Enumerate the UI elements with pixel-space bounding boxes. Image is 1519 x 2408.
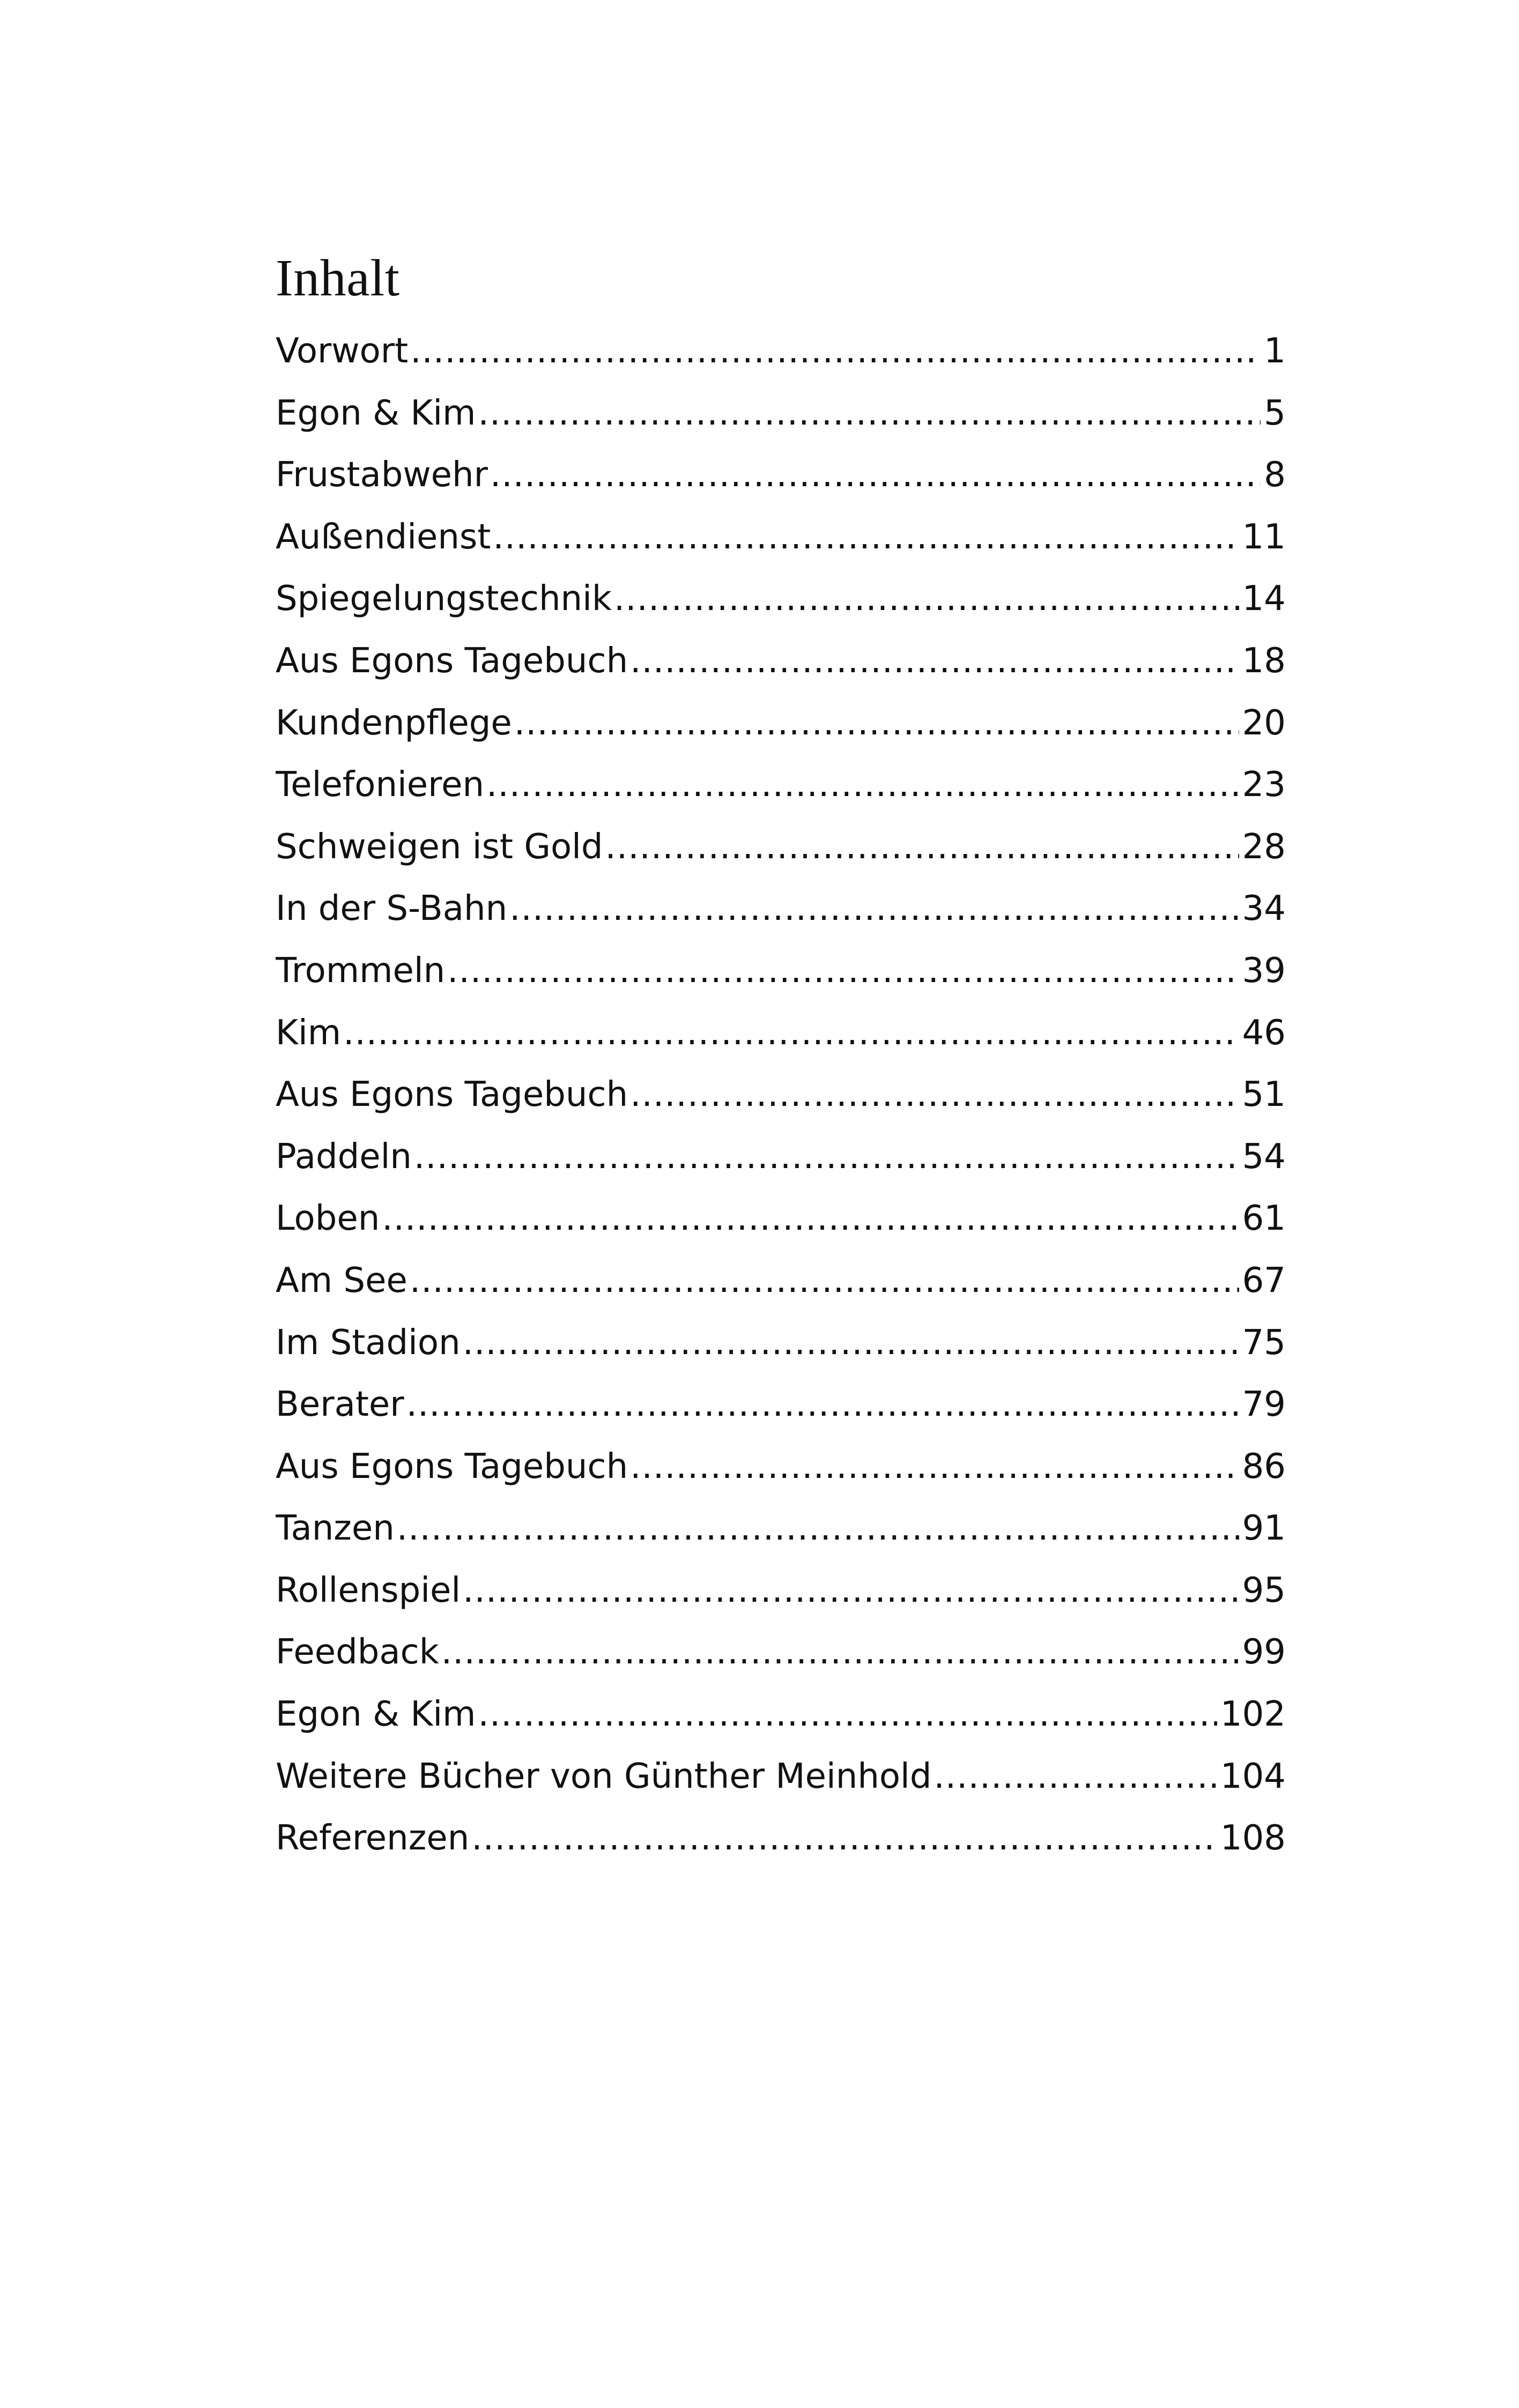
toc-entry[interactable]: [276, 1013, 1286, 1075]
dot-leader: [463, 1323, 1239, 1363]
toc-entry[interactable]: [276, 1818, 1286, 1881]
toc-entry-title: Spiegelungstechnik: [276, 579, 612, 619]
toc-entry[interactable]: [276, 1571, 1286, 1633]
toc-entry-page-number: 86: [1242, 1446, 1286, 1487]
toc-entry-page-number: 5: [1264, 393, 1286, 433]
toc-entry-title: Schweigen ist Gold: [276, 827, 603, 867]
toc-entry-page-number: 8: [1264, 455, 1286, 495]
toc-entry-title: Weitere Bücher von Günther Meinhold: [276, 1756, 932, 1796]
toc-entry-title: Am See: [276, 1260, 407, 1300]
toc-entry-title: Vorwort: [276, 331, 409, 371]
toc-entry-page-number: 91: [1242, 1508, 1286, 1549]
toc-entry[interactable]: [276, 641, 1286, 703]
dot-leader: [514, 703, 1239, 743]
toc-entry-page-number: 102: [1220, 1694, 1286, 1735]
toc-entry-page-number: 23: [1242, 765, 1286, 805]
toc-entry[interactable]: [276, 1508, 1286, 1571]
toc-entry[interactable]: [276, 1447, 1286, 1509]
dot-leader: [605, 827, 1239, 867]
toc-entry-page-number: 61: [1242, 1199, 1286, 1239]
toc-entry-page-number: 95: [1242, 1570, 1286, 1610]
toc-entry-page-number: 39: [1242, 950, 1286, 991]
toc-entry[interactable]: [276, 579, 1286, 641]
dot-leader: [478, 393, 1261, 433]
toc-entry-page-number: 28: [1242, 827, 1286, 867]
table-of-contents: [276, 331, 1286, 1881]
toc-entry-page-number: 79: [1242, 1385, 1286, 1425]
toc-entry-title: Egon & Kim: [276, 1694, 476, 1735]
dot-leader: [630, 1075, 1239, 1114]
toc-entry-title: Kundenpflege: [276, 703, 512, 743]
toc-entry[interactable]: [276, 1199, 1286, 1261]
toc-entry-title: Referenzen: [276, 1818, 470, 1859]
toc-entry[interactable]: [276, 393, 1286, 456]
toc-entry[interactable]: [276, 951, 1286, 1013]
toc-entry[interactable]: [276, 455, 1286, 517]
toc-entry-page-number: 18: [1242, 641, 1286, 681]
toc-entry[interactable]: [276, 1632, 1286, 1694]
toc-entry-page-number: 75: [1242, 1322, 1286, 1363]
toc-entry[interactable]: [276, 1385, 1286, 1447]
dot-leader: [490, 455, 1261, 495]
toc-entry-page-number: 51: [1242, 1075, 1286, 1115]
toc-entry-page-number: 104: [1220, 1756, 1286, 1796]
toc-entry-title: In der S-Bahn: [276, 889, 508, 929]
toc-entry-page-number: 11: [1242, 517, 1286, 557]
toc-entry[interactable]: [276, 331, 1286, 393]
toc-entry[interactable]: [276, 1075, 1286, 1137]
toc-entry-title: Egon & Kim: [276, 393, 476, 433]
dot-leader: [614, 579, 1239, 619]
toc-entry-page-number: 108: [1220, 1818, 1286, 1859]
toc-entry-page-number: 20: [1242, 703, 1286, 743]
toc-entry[interactable]: [276, 889, 1286, 951]
dot-leader: [463, 1571, 1239, 1610]
toc-entry-title: Tanzen: [276, 1508, 395, 1549]
toc-heading: Inhalt: [276, 249, 400, 307]
toc-entry[interactable]: [276, 1137, 1286, 1199]
toc-entry-title: Loben: [276, 1199, 380, 1239]
toc-entry-page-number: 46: [1242, 1013, 1286, 1053]
toc-entry-title: Im Stadion: [276, 1322, 461, 1363]
toc-entry-title: Aus Egons Tagebuch: [276, 1075, 628, 1115]
toc-entry[interactable]: [276, 1323, 1286, 1385]
toc-entry-page-number: 34: [1242, 889, 1286, 929]
dot-leader: [486, 765, 1239, 805]
toc-entry[interactable]: [276, 1694, 1286, 1757]
toc-entry-title: Kim: [276, 1013, 342, 1053]
dot-leader: [382, 1199, 1239, 1238]
toc-entry-page-number: 54: [1242, 1136, 1286, 1177]
toc-entry[interactable]: [276, 1261, 1286, 1323]
toc-entry[interactable]: [276, 765, 1286, 827]
dot-leader: [397, 1508, 1239, 1548]
toc-entry-title: Paddeln: [276, 1136, 412, 1177]
toc-entry[interactable]: [276, 827, 1286, 889]
dot-leader: [933, 1757, 1217, 1796]
toc-entry-title: Feedback: [276, 1632, 439, 1673]
dot-leader: [630, 1447, 1239, 1487]
toc-entry-title: Trommeln: [276, 950, 446, 991]
dot-leader: [630, 641, 1239, 681]
toc-entry-title: Aus Egons Tagebuch: [276, 641, 628, 681]
dot-leader: [447, 951, 1239, 991]
dot-leader: [410, 331, 1261, 371]
toc-entry[interactable]: [276, 517, 1286, 579]
toc-entry-title: Telefonieren: [276, 765, 484, 805]
dot-leader: [441, 1632, 1239, 1672]
toc-entry-title: Außendienst: [276, 517, 491, 557]
dot-leader: [414, 1137, 1239, 1177]
toc-entry[interactable]: [276, 1757, 1286, 1819]
toc-entry-title: Frustabwehr: [276, 455, 488, 495]
toc-entry[interactable]: [276, 703, 1286, 765]
dot-leader: [406, 1385, 1239, 1424]
toc-entry-page-number: 14: [1242, 579, 1286, 619]
toc-entry-title: Rollenspiel: [276, 1570, 461, 1610]
dot-leader: [343, 1013, 1239, 1053]
dot-leader: [493, 517, 1239, 557]
dot-leader: [478, 1694, 1217, 1734]
toc-entry-page-number: 67: [1242, 1260, 1286, 1300]
toc-entry-title: Berater: [276, 1385, 404, 1425]
toc-entry-page-number: 1: [1264, 331, 1286, 371]
dot-leader: [471, 1818, 1217, 1858]
dot-leader: [509, 889, 1239, 928]
dot-leader: [410, 1261, 1239, 1300]
toc-entry-title: Aus Egons Tagebuch: [276, 1446, 628, 1487]
toc-entry-page-number: 99: [1242, 1632, 1286, 1673]
